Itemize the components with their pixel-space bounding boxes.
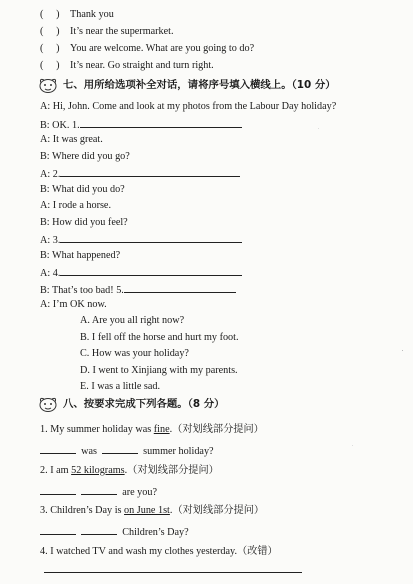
question-2: 2. I am 52 kilograms.（对划线部分提问） xyxy=(40,465,219,476)
question-4: 4. I watched TV and wash my clothes yesterday.（改错） xyxy=(40,546,278,557)
answer-blank[interactable] xyxy=(124,282,236,293)
dialogue-line: A: I’m OK now. xyxy=(40,299,107,310)
question-2-answer: are you? xyxy=(40,484,157,499)
answer-parentheses[interactable]: ( ) xyxy=(40,43,60,54)
answer-blank[interactable] xyxy=(102,443,138,454)
dialogue-line: A: 4. xyxy=(40,265,242,280)
match-row-text: You are welcome. What are you going to do? xyxy=(70,43,255,54)
underlined-phrase: 52 kilograms xyxy=(71,465,125,476)
dialogue-line: A: It was great. xyxy=(40,134,103,145)
dialogue-line: B: How did you feel? xyxy=(40,217,128,228)
answer-parentheses[interactable]: ( ) xyxy=(40,9,60,20)
option-b: B. I fell off the horse and hurt my foot. xyxy=(80,332,239,343)
match-row xyxy=(40,42,254,55)
answer-parentheses[interactable]: ( ) xyxy=(40,60,60,71)
answer-blank[interactable] xyxy=(81,484,117,495)
cartoon-face-icon xyxy=(36,395,60,413)
answer-blank[interactable] xyxy=(44,562,302,573)
dialogue-line: A: Hi, John. Come and look at my photos from the Labour Day holiday? xyxy=(40,101,337,112)
question-1-answer: was summer holiday? xyxy=(40,443,214,458)
answer-blank[interactable] xyxy=(40,484,76,495)
question-3: 3. Children’s Day is on June 1st.（对划线部分提问） xyxy=(40,505,265,516)
cartoon-face-icon xyxy=(36,76,60,94)
answer-blank[interactable] xyxy=(40,443,76,454)
answer-blank[interactable] xyxy=(40,524,76,535)
dialogue-line: B: OK. 1. xyxy=(40,117,242,132)
option-c: C. How was your holiday? xyxy=(80,348,189,359)
dialogue-line: B: Where did you go? xyxy=(40,151,130,162)
match-row-text: It’s near. Go straight and turn right. xyxy=(70,60,214,71)
answer-blank[interactable] xyxy=(60,232,242,243)
answer-blank[interactable] xyxy=(80,117,242,128)
answer-blank[interactable] xyxy=(60,166,240,177)
dialogue-line: B: What did you do? xyxy=(40,184,125,195)
option-e: E. I was a little sad. xyxy=(80,381,161,392)
answer-parentheses[interactable]: ( ) xyxy=(40,26,60,37)
underlined-phrase: on June 1st xyxy=(124,505,170,516)
scan-speck xyxy=(402,350,403,351)
match-row xyxy=(40,59,214,72)
section-7-title: 七、用所给选项补全对话，请将序号填入横线上。（10 分） xyxy=(63,79,336,91)
scan-speck xyxy=(352,445,353,446)
option-d: D. I went to Xinjiang with my parents. xyxy=(80,365,238,376)
dialogue-line: A: I rode a horse. xyxy=(40,200,112,211)
section-8-title: 八、按要求完成下列各题。（8 分） xyxy=(63,398,225,410)
option-a: A. Are you all right now? xyxy=(80,315,185,326)
underlined-phrase: fine xyxy=(153,424,170,435)
dialogue-line: B: What happened? xyxy=(40,250,121,261)
match-row xyxy=(40,25,174,38)
match-row xyxy=(40,8,114,21)
dialogue-line: A: 3. xyxy=(40,232,242,247)
match-row-text: It’s near the supermarket. xyxy=(70,26,174,37)
dialogue-line: B: That’s too bad! 5. xyxy=(40,282,236,297)
question-1: 1. My summer holiday was fine.（对划线部分提问） xyxy=(40,424,264,435)
dialogue-line: A: 2. xyxy=(40,166,240,181)
answer-blank[interactable] xyxy=(60,265,242,276)
question-3-answer: Children’s Day? xyxy=(40,524,189,539)
answer-blank[interactable] xyxy=(81,524,117,535)
match-row-text: Thank you xyxy=(70,9,114,20)
scan-speck xyxy=(318,128,319,129)
